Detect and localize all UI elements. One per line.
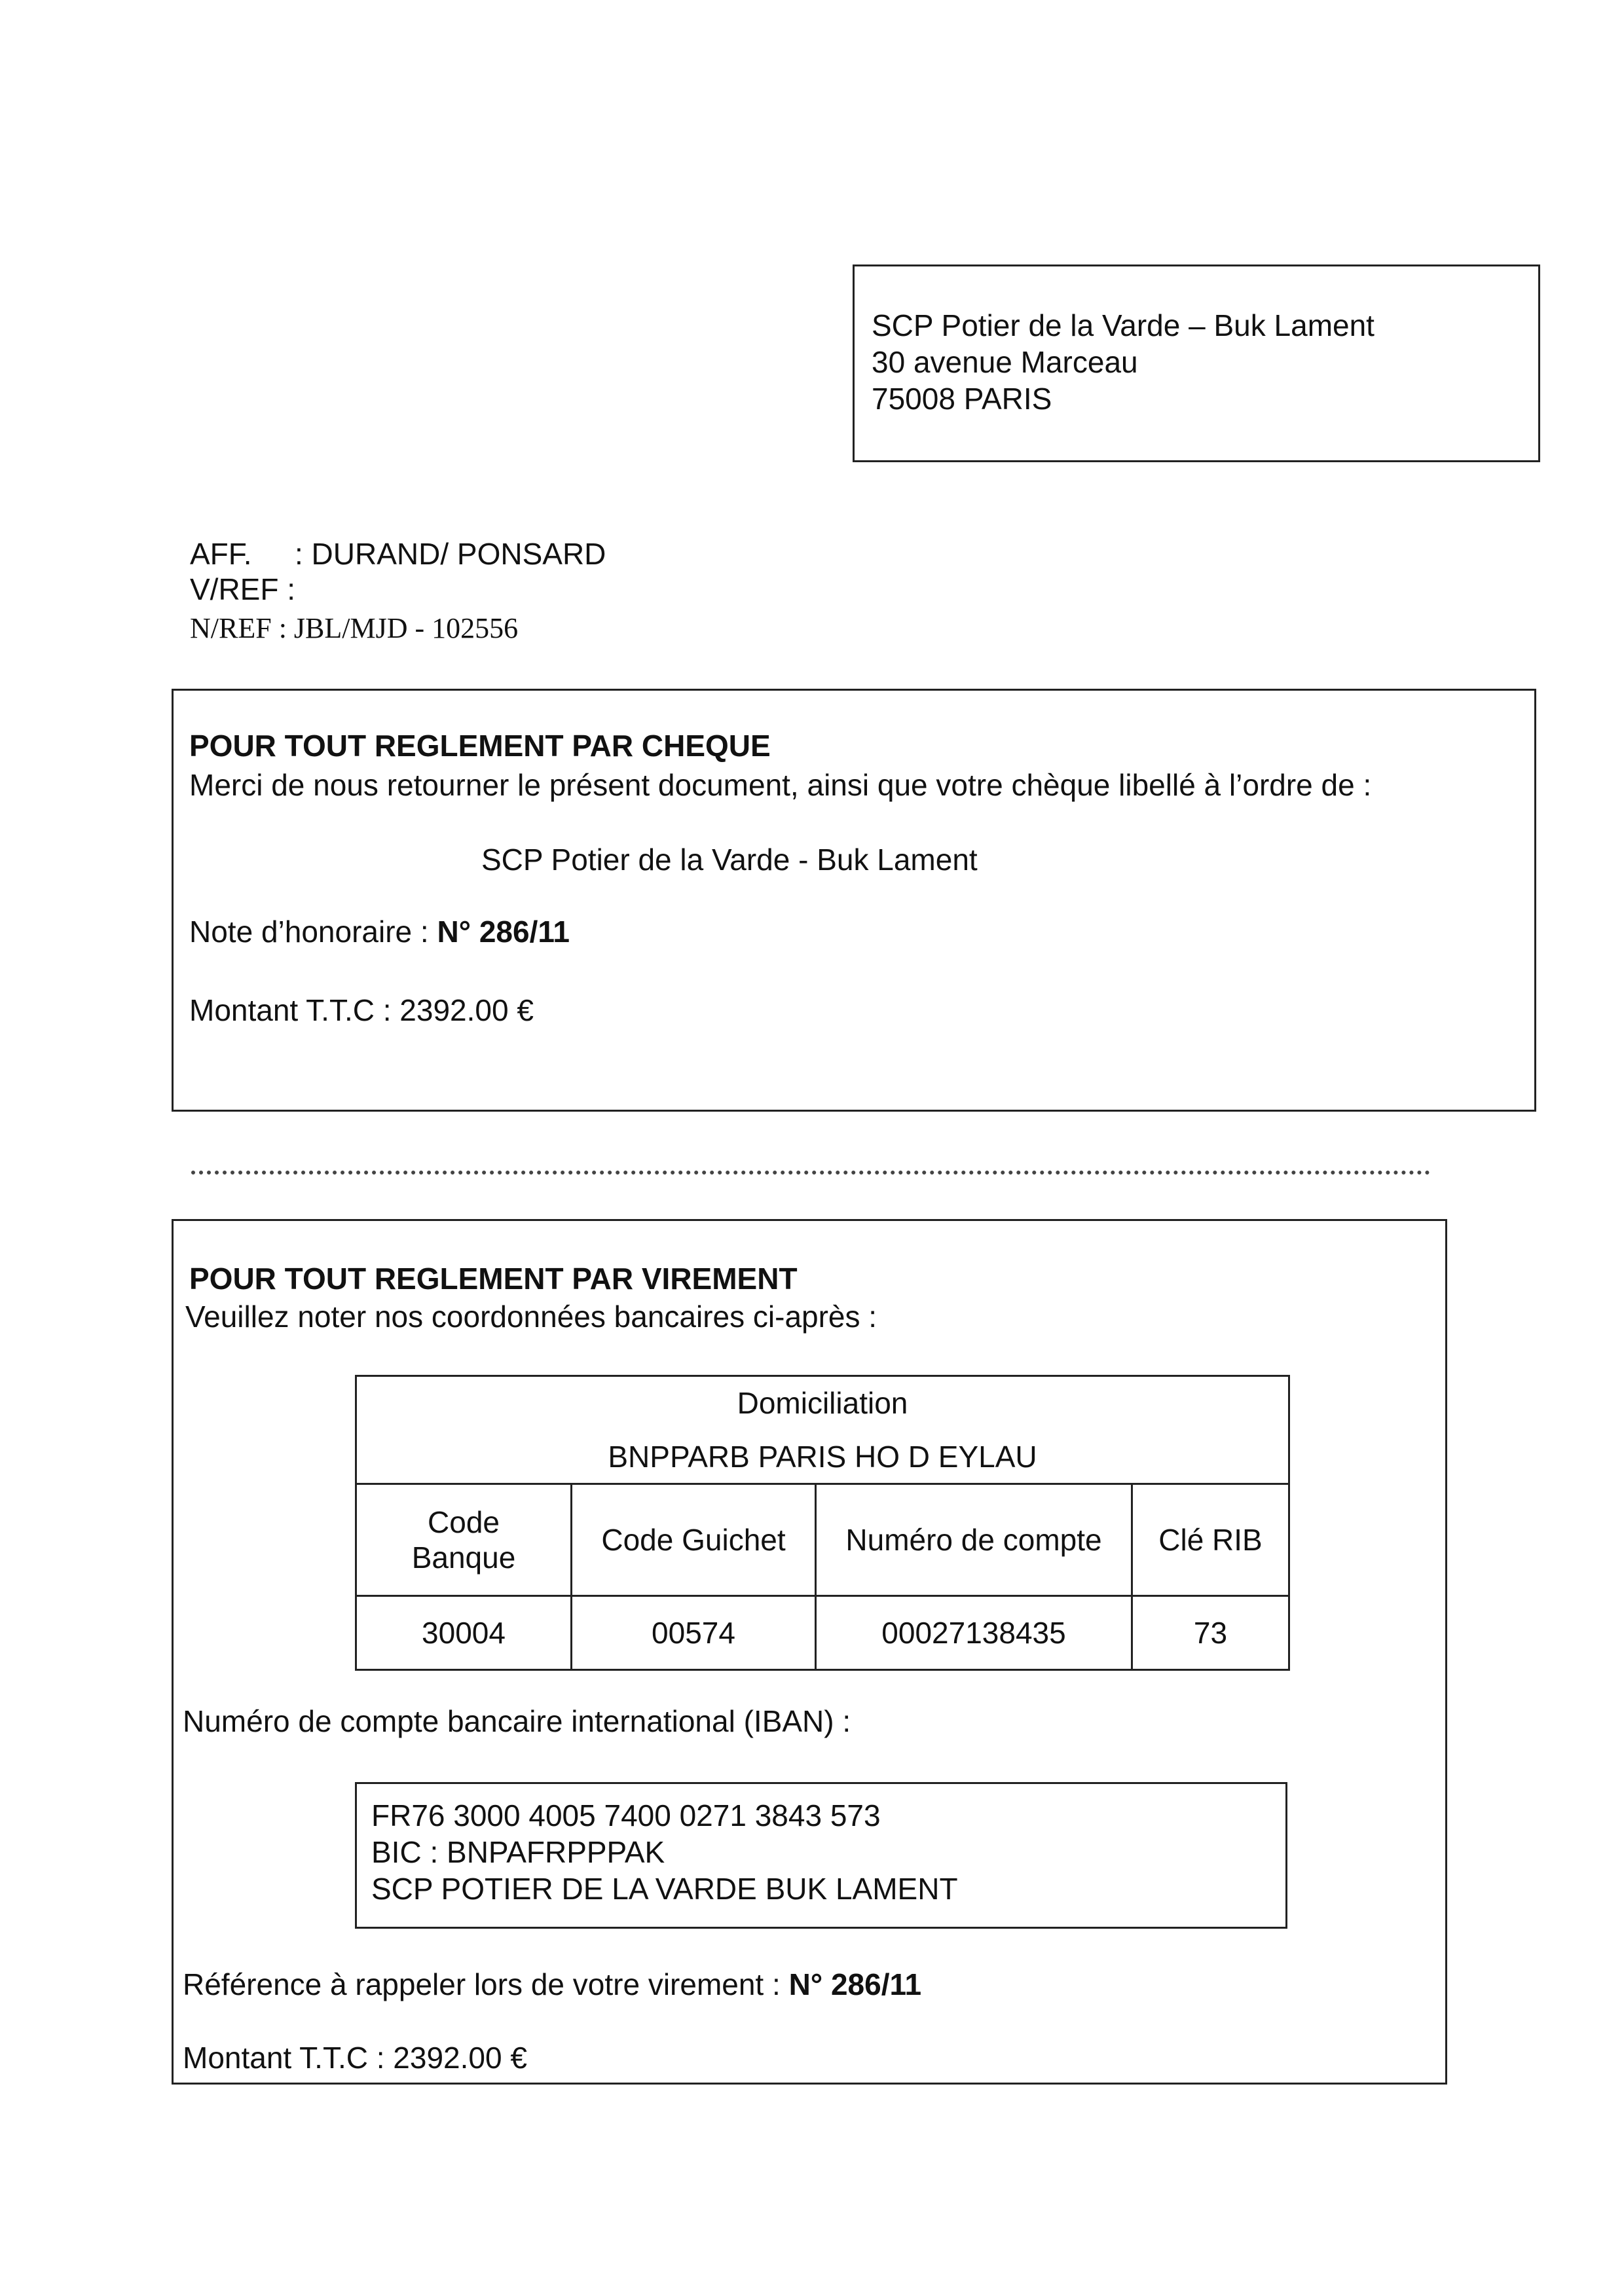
account-holder: SCP POTIER DE LA VARDE BUK LAMENT (371, 1872, 958, 1906)
transfer-amount: Montant T.T.C : 2392.00 € (183, 2041, 527, 2075)
numero-compte-value: 00027138435 (816, 1596, 1132, 1670)
column-header-code-banque: Code Banque (356, 1484, 572, 1596)
transfer-instruction: Veuillez noter nos coordonnées bancaires ci-après : (185, 1300, 877, 1334)
recipient-name: SCP Potier de la Varde – Buk Lament (872, 308, 1375, 342)
iban-box (355, 1782, 1287, 1929)
transfer-reference-number: N° 286/11 (788, 1967, 922, 2001)
iban-label: Numéro de compte bancaire international (IBAN) : (183, 1704, 851, 1738)
cheque-payee: SCP Potier de la Varde - Buk Lament (481, 843, 978, 877)
transfer-reference-line (183, 1966, 921, 2003)
transfer-heading: POUR TOUT REGLEMENT PAR VIREMENT (189, 1262, 798, 1296)
nref-line: N/REF : JBL/MJD - 102556 (190, 612, 519, 644)
column-header-numero-compte: Numéro de compte (816, 1484, 1132, 1596)
aff-value: : DURAND/ PONSARD (295, 537, 606, 571)
cle-rib-value: 73 (1132, 1596, 1289, 1670)
domiciliation-label: Domiciliation (737, 1386, 908, 1420)
cheque-amount: Montant T.T.C : 2392.00 € (189, 993, 534, 1027)
recipient-street: 30 avenue Marceau (872, 345, 1138, 379)
fee-note-number: N° 286/11 (437, 915, 570, 949)
vref-line: V/REF : (190, 572, 296, 606)
aff-label: AFF. (190, 537, 252, 571)
bank-details-table (355, 1375, 1290, 1671)
domiciliation-cell (356, 1376, 1289, 1484)
fee-note-label: Note d’honoraire : (189, 915, 437, 949)
cheque-payment-box (172, 689, 1536, 1112)
cheque-instruction: Merci de nous retourner le présent document, ainsi que votre chèque libellé à l’ordre de : (189, 768, 1372, 802)
fee-note-line (189, 913, 570, 950)
column-header-code-guichet: Code Guichet (572, 1484, 816, 1596)
code-banque-value: 30004 (356, 1596, 572, 1670)
recipient-city: 75008 PARIS (872, 382, 1052, 416)
dotted-separator (191, 1171, 1430, 1175)
code-guichet-value: 00574 (572, 1596, 816, 1670)
transfer-reference-label: Référence à rappeler lors de votre virement : (183, 1967, 789, 2001)
cheque-heading: POUR TOUT REGLEMENT PAR CHEQUE (189, 729, 771, 763)
column-header-cle-rib: Clé RIB (1132, 1484, 1289, 1596)
iban-value: FR76 3000 4005 7400 0271 3843 573 (371, 1798, 881, 1832)
recipient-address-box (853, 264, 1540, 462)
bic-value: BIC : BNPAFRPPPAK (371, 1835, 665, 1869)
domiciliation-value: BNPPARB PARIS HO D EYLAU (608, 1440, 1037, 1474)
